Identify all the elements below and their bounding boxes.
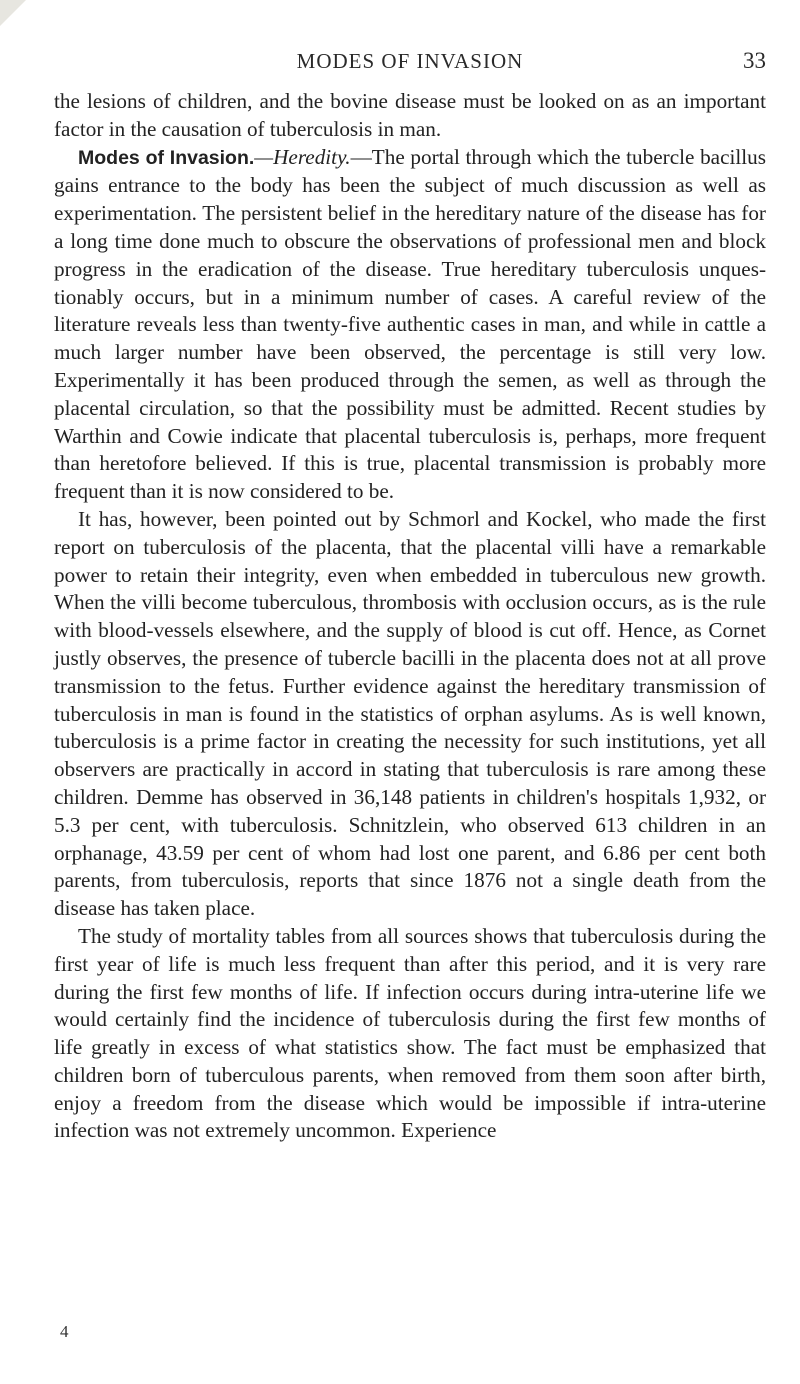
paragraph-1-text: the lesions of children, and the bovine disease must be looked on as an important factor in the causation of tuberculosis in man. (54, 89, 766, 141)
paragraph-2-text: —The portal through which the tubercle bacillus gains entrance to the body has been the subject of much discussion as well as experimentation. The persistent belief in the hereditary nature of the disease has for a long time done much to obscure the observations of professional men and block progress in the eradication of the disease. True hereditary tuberculosis unquestionably occurs, but in a minimum number of cases. A careful review of the literature reveals less than twenty-five authentic cases in man, and while in cattle a much larger number have been observed, the percentage is still very low. Experimentally it has been produced through the semen, as well as through the placental circulation, so that the possibility must be admitted. Recent studies by Warthin and Cowie indicate that placental tuberculosis is, perhaps, more frequent than heretofore believed. If this is true, placental transmission is probably more frequent than it is now considered to be. (54, 144, 766, 504)
page-corner-fold (0, 0, 26, 26)
paragraph-4-text: The study of mortality tables from all sources shows that tuberculosis during the first year of life is much less frequent than after this period, and it is very rare during the first few months of life. If infection occurs during intra-uterine life we would certainly find the incidence of tuberculosis during the first few months of life greatly in excess of what statistics show. The fact must be emphasized that children born of tuberculous parents, when removed from them soon after birth, enjoy a freedom from the disease which would be impossible if intra-uterine infection was not extremely uncommon. Experience (54, 923, 766, 1143)
subsection-heading: —Heredity. (254, 144, 351, 169)
signature-mark: 4 (60, 1322, 69, 1341)
page-number: 33 (743, 48, 766, 73)
paragraph-4 (54, 923, 766, 1145)
paragraph-3-text: It has, however, been pointed out by Schmorl and Kockel, who made the first report on tuberculosis of the placenta, that the placental villi have a remarkable power to retain their integrity, even when embedded in tuberculous new growth. When the villi become tuberculous, thrombosis with occlusion occurs, as is the rule with blood-vessels elsewhere, and the supply of blood is cut off. Hence, as Cornet justly observes, the presence of tubercle bacilli in the placenta does not at all prove transmission to the fetus. Further evidence against the hereditary transmission of tuberculosis in man is found in the statistics of orphan asylums. As is well known, tuberculosis is a prime factor in creating the necessity for such institutions, yet all observers are practically in accord in stating that tuberculosis is rare among these children. Demme has observed in 36,148 patients in children's hospitals 1,932, or 5.3 per cent, with tuberculosis. Schnitzlein, who observed 613 children in an orphanage, 43.59 per cent of whom had lost one parent, and 6.86 per cent both parents, from tuberculosis, reports that since 1876 not a single death from the disease has taken place. (54, 506, 766, 921)
paragraph-1 (54, 88, 766, 144)
paragraph-3 (54, 506, 766, 923)
body-text (54, 88, 766, 1145)
paragraph-2 (54, 144, 766, 506)
section-heading: Modes of Invasion. (78, 146, 255, 169)
running-title: MODES OF INVASION (296, 49, 524, 73)
running-head (54, 44, 766, 78)
